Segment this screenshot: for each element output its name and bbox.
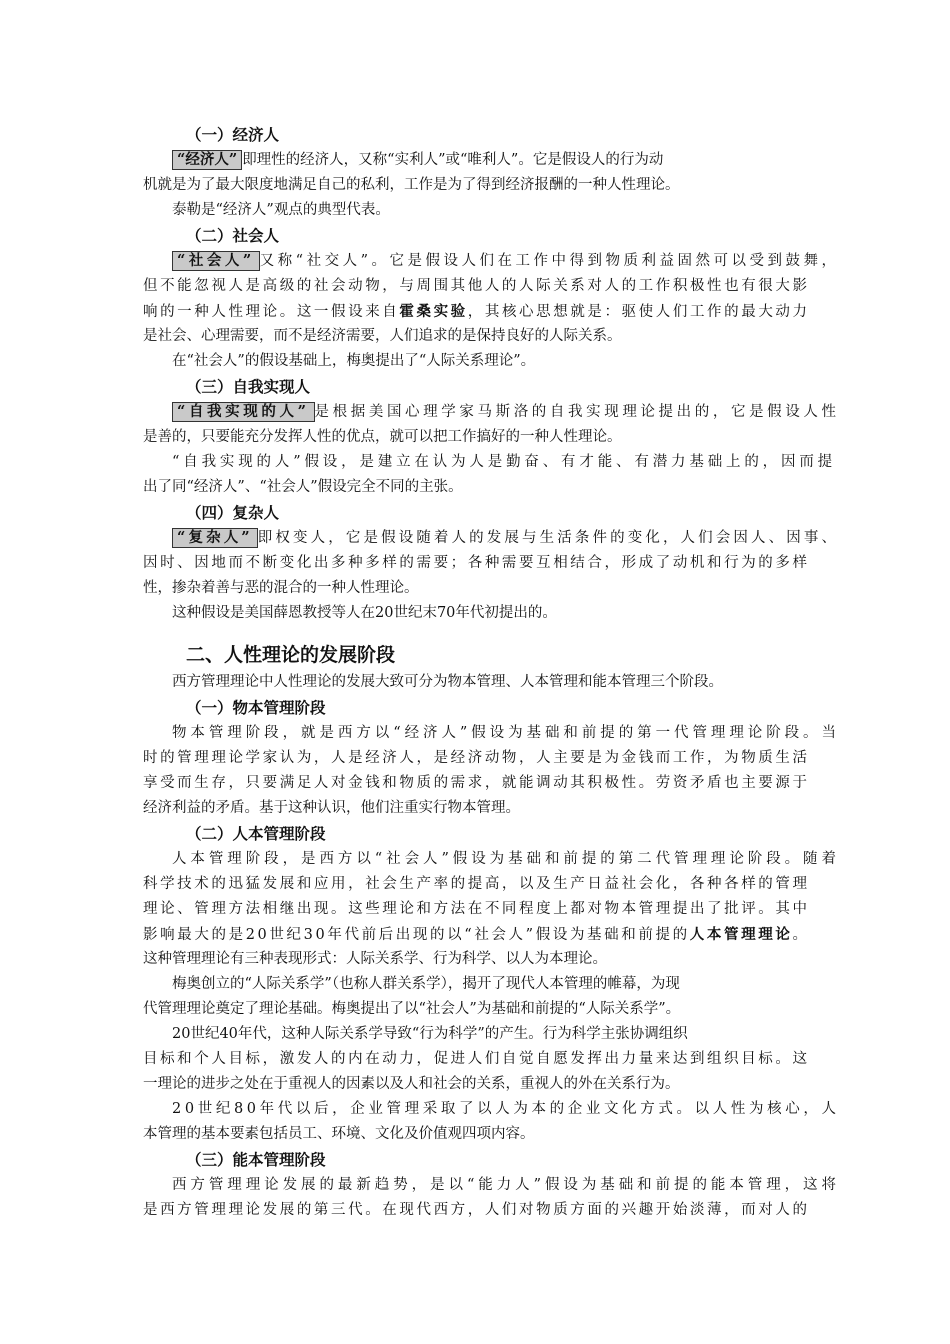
paragraph-line: 因时、因地而不断变化出多种多样的需要；各种需要互相结合，形成了动机和行为的多样: [143, 555, 810, 571]
paragraph-line: 人本管理阶段，是西方以“社会人”假设为基础和前提的第二代管理理论阶段。随着: [172, 851, 840, 867]
term-self-actualizing-man: “自我实现的人”: [172, 402, 315, 422]
paragraph-line: 20世纪40年代，这种人际关系学导致“行为科学”的产生。行为科学主张协调组织: [172, 1026, 688, 1042]
paragraph-line: “自我实现的人”假设，是建立在认为人是勤奋、有才能、有潜力基础上的，因而提: [172, 454, 836, 470]
paragraph-line: 是社会、心理需要，而不是经济需要，人们追求的是保持良好的人际关系。: [143, 328, 622, 344]
paragraph-line: 一理论的进步之处在于重视人的因素以及人和社会的关系，重视人的外在关系行为。: [143, 1076, 680, 1092]
paragraph-line: 经济利益的矛盾。基于这种认识，他们注重实行物本管理。: [143, 800, 520, 816]
paragraph-line: 是善的，只要能充分发挥人性的优点，就可以把工作搞好的一种人性理论。: [143, 429, 622, 445]
paragraph-line: 20世纪80年代以后，企业管理采取了以人为本的企业文化方式。以人性为核心，人: [172, 1101, 840, 1117]
paragraph-line: 但不能忽视人是高级的社会动物，与周围其他人的人际关系对人的工作积极性也有很大影: [143, 278, 810, 294]
paragraph-line: 代管理理论奠定了理论基础。梅奥提出了以“社会人”为基础和前提的“人际关系学”。: [143, 1001, 681, 1017]
paragraph-line: [143, 526, 840, 551]
paragraph-line: 本管理的基本要素包括员工、环境、文化及价值观四项内容。: [143, 1126, 535, 1142]
heading-material-management: （一）物本管理阶段: [186, 699, 326, 717]
term-social-man: “社会人”: [172, 251, 260, 271]
paragraph-line: 时的管理理论学家认为，人是经济人，是经济动物，人主要是为金钱而工作，为物质生活: [143, 750, 810, 766]
heading-human-management: （二）人本管理阶段: [186, 825, 326, 843]
bold-term-hawthorne: 霍桑实验: [399, 303, 468, 320]
paragraph-line: 物本管理阶段，就是西方以“经济人”假设为基础和前提的第一代管理理论阶段。当: [172, 725, 840, 741]
paragraph-line: 机就是为了最大限度地满足自己的私利，工作是为了得到经济报酬的一种人性理论。: [143, 177, 680, 193]
paragraph-line: 西方管理理论中人性理论的发展大致可分为物本管理、人本管理和能本管理三个阶段。: [172, 674, 723, 690]
paragraph-line: 泰勒是“经济人”观点的典型代表。: [172, 202, 390, 218]
term-economic-man: “经济人”: [172, 150, 242, 170]
text-span: 即理性的经济人，又称“实利人”或“唯利人”。它是假设人的行为动: [242, 152, 664, 168]
paragraph-line: [143, 922, 810, 947]
paragraph-line: 梅奥创立的“人际关系学”（也称人群关系学），揭开了现代人本管理的帷幕，为现: [172, 976, 680, 992]
text-span: 又称“社交人”。它是假设人们在工作中得到物质利益固然可以受到鼓舞，: [259, 253, 840, 269]
term-complex-man: “复杂人”: [172, 528, 258, 548]
paragraph-line: 这种管理理论有三种表现形式：人际关系学、行为科学、以人为本理论。: [143, 951, 607, 967]
paragraph-line: [143, 249, 840, 274]
paragraph-line: 性，掺杂着善与恶的混合的一种人性理论。: [143, 580, 419, 596]
heading-ability-management: （三）能本管理阶段: [186, 1151, 326, 1169]
heading-self-actualizing-man: （三）自我实现人: [186, 378, 311, 396]
text-span: 即权变人，它是假设随着人的发展与生活条件的变化，人们会因人、因事、: [257, 530, 840, 546]
bold-term-human-management-theory: 人本管理理论: [689, 926, 793, 943]
heading-economic-man: （一）经济人: [186, 126, 280, 144]
text-span: 影响最大的是20世纪30年代前后出现的以“社会人”假设为基础和前提的: [143, 927, 690, 943]
text-span: ，其核心思想就是：驱使人们工作的最大动力: [467, 304, 810, 320]
paragraph-line: 西方管理理论发展的最新趋势，是以“能力人”假设为基础和前提的能本管理，这将: [172, 1177, 840, 1193]
document-body: [143, 122, 840, 1223]
heading-social-man: （二）社会人: [186, 227, 280, 245]
text-span: 响的一种人性理论。这一假设来自: [143, 304, 400, 320]
paragraph-line: 出了同“经济人”、“社会人”假设完全不同的主张。: [143, 479, 463, 495]
heading-complex-man: （四）复杂人: [186, 504, 280, 522]
paragraph-line: 是西方管理理论发展的第三代。在现代西方，人们对物质方面的兴趣开始淡薄，而对人的: [143, 1202, 810, 1218]
text-span: 。: [792, 927, 810, 943]
paragraph-line: [143, 299, 810, 324]
paragraph-line: [143, 148, 807, 173]
paragraph-line: 科学技术的迅猛发展和应用，社会生产率的提高，以及生产日益社会化，各种各样的管理: [143, 876, 810, 892]
paragraph-line: 目标和个人目标，激发人的内在动力，促进人们自觉自愿发挥出力量来达到组织目标。这: [143, 1051, 810, 1067]
paragraph-line: 这种假设是美国薛恩教授等人在20世纪末70年代初提出的。: [172, 605, 557, 621]
paragraph-line: 理论、管理方法相继出现。这些理论和方法在不同程度上都对物本管理提出了批评。其中: [143, 901, 810, 917]
paragraph-line: 在“社会人”的假设基础上，梅奥提出了“人际关系理论”。: [172, 353, 536, 369]
paragraph-line: 享受而生存，只要满足人对金钱和物质的需求，就能调动其积极性。劳资矛盾也主要源于: [143, 775, 810, 791]
paragraph-line: [143, 400, 840, 425]
text-span: 是根据美国心理学家马斯洛的自我实现理论提出的，它是假设人性: [314, 404, 840, 420]
heading-development-stages: 二、人性理论的发展阶段: [186, 644, 396, 666]
